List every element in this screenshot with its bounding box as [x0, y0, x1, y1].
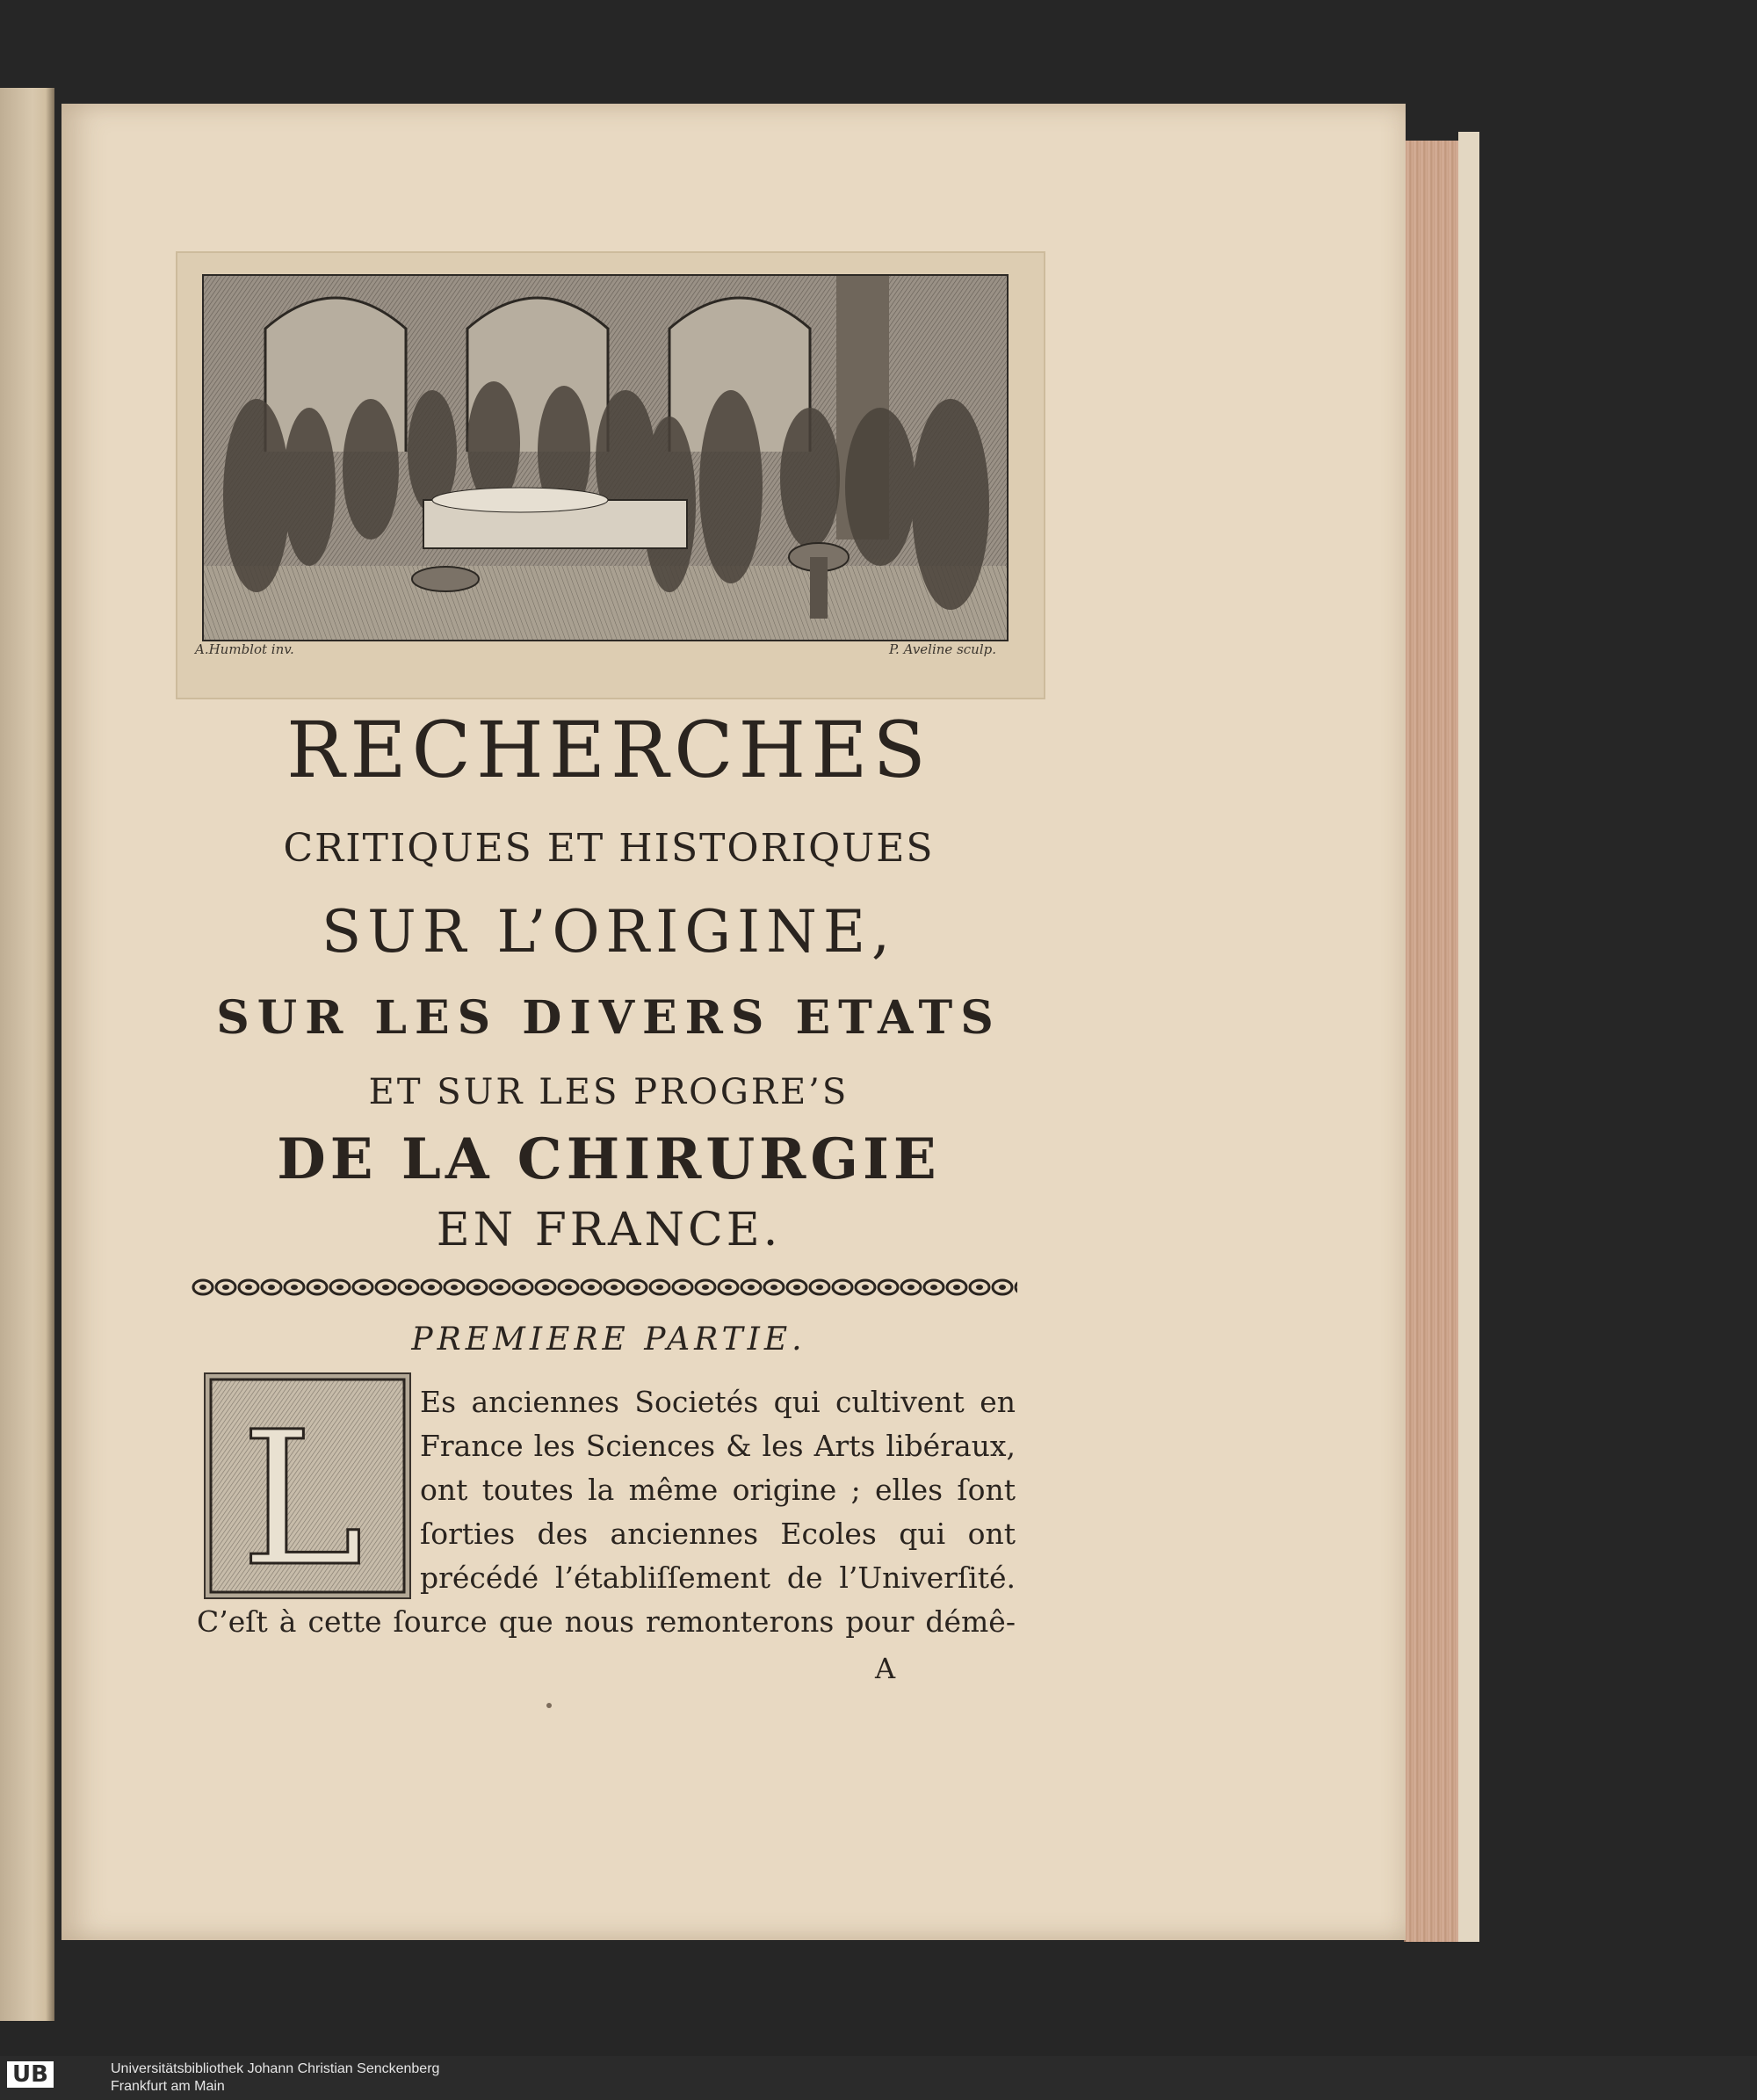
library-logo	[4, 2061, 98, 2095]
decorated-initial	[204, 1372, 411, 1599]
library-footer	[0, 2056, 1757, 2100]
logo-text: UB	[7, 2061, 54, 2088]
body-line-1: Es anciennes Societés qui cultivent en	[420, 1385, 1016, 1419]
title-main: RECHERCHES	[286, 705, 931, 795]
cover-edge	[1458, 132, 1479, 1942]
ink-dot	[546, 1703, 552, 1708]
ornamental-rule	[192, 1276, 1017, 1299]
body-line-2: France les Sciences & les Arts libéraux,	[420, 1429, 1016, 1463]
title-line-7: EN FRANCE.	[436, 1204, 782, 1256]
engraving-caption-left: A.Humblot inv.	[195, 641, 294, 657]
part-heading: PREMIERE PARTIE.	[411, 1322, 806, 1358]
footer-text	[111, 2060, 439, 2096]
body-line-3: ont toutes la même origine ; elles ſont	[420, 1473, 1016, 1507]
signature-mark: A	[875, 1652, 896, 1685]
left-page-edge	[0, 88, 54, 2021]
title-line-6: DE LA CHIRURGIE	[277, 1126, 941, 1192]
body-line-5: précédé l’établiſſement de l’Univerſité.	[420, 1561, 1016, 1595]
gutter-shadow	[46, 88, 54, 2021]
footer-line-2: Frankfurt am Main	[111, 2079, 225, 2094]
title-line-5: ET SUR LES PROGRE’S	[368, 1072, 850, 1112]
body-line-4: ſorties des anciennes Ecoles qui ont	[420, 1517, 1016, 1551]
engraving-illustration	[202, 274, 1009, 641]
title-line-2: CRITIQUES ET HISTORIQUES	[283, 826, 935, 871]
footer-line-1: Universitätsbibliothek Johann Christian Senckenberg	[111, 2061, 440, 2076]
title-line-4: SUR LES DIVERS ETATS	[216, 991, 1001, 1045]
title-line-3: SUR L’ORIGINE,	[321, 898, 897, 966]
body-line-6: C’eſt à cette ſource que nous remonterons pour démê-	[197, 1604, 1016, 1639]
initial-letter: L	[241, 1392, 364, 1597]
engraving-caption-right: P. Aveline sculp.	[889, 641, 996, 657]
